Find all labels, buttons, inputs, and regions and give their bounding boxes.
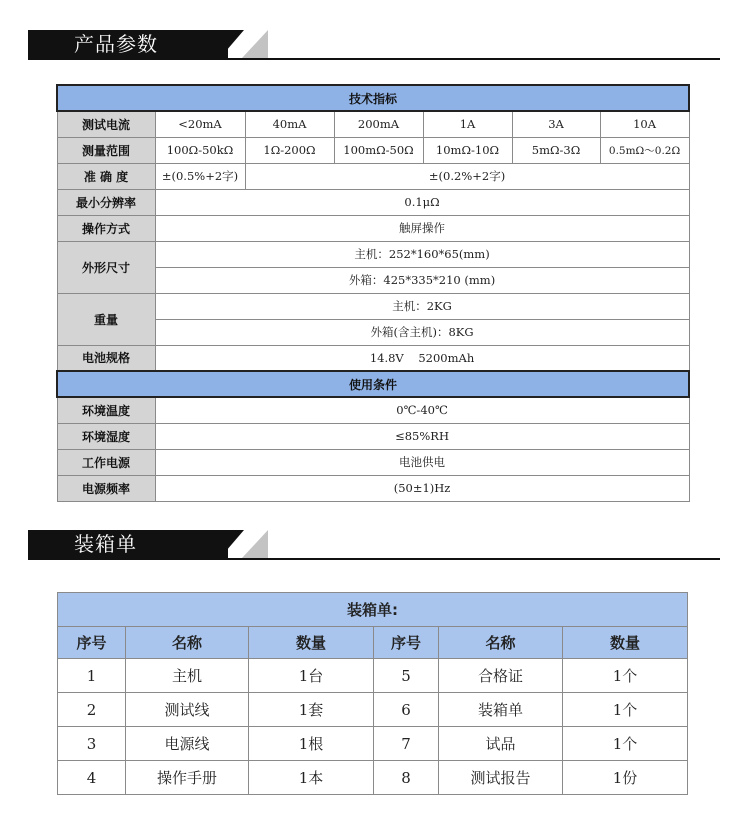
- table-row: [57, 215, 689, 241]
- table-row: [58, 727, 688, 761]
- table-cell: 0℃-40℃: [155, 397, 689, 423]
- table-cell: 0.5mΩ～0.2Ω: [600, 137, 689, 163]
- table-cell: 3: [58, 727, 126, 761]
- table-cell: (50±1)Hz: [155, 475, 689, 501]
- table-row: [57, 241, 689, 267]
- table-cell: 主机: [126, 659, 249, 693]
- header-rule: [28, 558, 720, 560]
- column-header: 序号: [58, 627, 126, 659]
- table-cell: 100Ω-50kΩ: [155, 137, 245, 163]
- table-cell: 6: [374, 693, 439, 727]
- section-title: 装箱单: [74, 532, 137, 556]
- table-row: [58, 659, 688, 693]
- row-label: 准 确 度: [57, 163, 155, 189]
- section-header-product-params: [28, 30, 720, 60]
- table-cell: 10A: [600, 111, 689, 137]
- column-header: 名称: [126, 627, 249, 659]
- table-cell: 0.1μΩ: [155, 189, 689, 215]
- table-row: [57, 293, 689, 319]
- table-cell: 8: [374, 761, 439, 795]
- table-cell: 2: [58, 693, 126, 727]
- table-cell: 1: [58, 659, 126, 693]
- table-cell: 外箱：425*335*210 (mm): [155, 267, 689, 293]
- table-cell: 14.8V 5200mAh: [155, 345, 689, 371]
- table-cell: 试品: [439, 727, 563, 761]
- spec-table: [56, 84, 690, 502]
- table-cell: 3A: [512, 111, 600, 137]
- table-cell: ≤85%RH: [155, 423, 689, 449]
- header-grey-wedge: [242, 30, 268, 58]
- row-label: 外形尺寸: [57, 241, 155, 293]
- table-row: [57, 137, 689, 163]
- header-wedge: [220, 530, 244, 558]
- table-cell: 测试报告: [439, 761, 563, 795]
- table-cell: 主机：2KG: [155, 293, 689, 319]
- packing-table: [57, 592, 688, 795]
- table-cell: 1Ω-200Ω: [245, 137, 334, 163]
- column-header: 名称: [439, 627, 563, 659]
- row-label: 最小分辨率: [57, 189, 155, 215]
- column-header: 数量: [563, 627, 688, 659]
- section-header-packing-list: [28, 530, 720, 560]
- table-cell: 主机：252*160*65(mm): [155, 241, 689, 267]
- row-label: 电池规格: [57, 345, 155, 371]
- row-label: 工作电源: [57, 449, 155, 475]
- table-cell: 操作手册: [126, 761, 249, 795]
- table-cell: 1套: [249, 693, 374, 727]
- header-grey-wedge: [242, 530, 268, 558]
- row-label: 操作方式: [57, 215, 155, 241]
- row-label: 环境温度: [57, 397, 155, 423]
- table-cell: 电池供电: [155, 449, 689, 475]
- table-cell: ±(0.5%+2字): [155, 163, 245, 189]
- table-row: [57, 397, 689, 423]
- table-row: [58, 761, 688, 795]
- table-row: [57, 111, 689, 137]
- table-cell: 1个: [563, 727, 688, 761]
- table-cell: 外箱(含主机)：8KG: [155, 319, 689, 345]
- table-cell: 测试线: [126, 693, 249, 727]
- table-cell: 100mΩ-50Ω: [334, 137, 423, 163]
- table-cell: 合格证: [439, 659, 563, 693]
- tech-header: 技术指标: [57, 85, 689, 111]
- table-cell: 1份: [563, 761, 688, 795]
- table-cell: 4: [58, 761, 126, 795]
- table-cell: 200mA: [334, 111, 423, 137]
- table-cell: <20mA: [155, 111, 245, 137]
- table-header-row: [58, 627, 688, 659]
- table-row: [57, 449, 689, 475]
- packing-title: 装箱单:: [58, 593, 688, 627]
- table-row: [57, 345, 689, 371]
- table-cell: 1本: [249, 761, 374, 795]
- column-header: 序号: [374, 627, 439, 659]
- table-cell: 电源线: [126, 727, 249, 761]
- table-cell: ±(0.2%+2字): [245, 163, 689, 189]
- table-cell: 触屏操作: [155, 215, 689, 241]
- row-label: 重量: [57, 293, 155, 345]
- table-row: [57, 423, 689, 449]
- header-wedge: [220, 30, 244, 58]
- table-row: [57, 371, 689, 397]
- row-label: 测量范围: [57, 137, 155, 163]
- section-title: 产品参数: [74, 32, 158, 56]
- table-cell: 1A: [423, 111, 512, 137]
- table-row: [57, 475, 689, 501]
- table-cell: 装箱单: [439, 693, 563, 727]
- table-row: [58, 593, 688, 627]
- table-cell: 10mΩ-10Ω: [423, 137, 512, 163]
- row-label: 测试电流: [57, 111, 155, 137]
- table-cell: 1根: [249, 727, 374, 761]
- column-header: 数量: [249, 627, 374, 659]
- table-cell: 1个: [563, 659, 688, 693]
- table-cell: 5: [374, 659, 439, 693]
- table-row: [57, 189, 689, 215]
- row-label: 电源频率: [57, 475, 155, 501]
- table-row: [57, 163, 689, 189]
- table-cell: 5mΩ-3Ω: [512, 137, 600, 163]
- table-cell: 40mA: [245, 111, 334, 137]
- row-label: 环境湿度: [57, 423, 155, 449]
- table-cell: 7: [374, 727, 439, 761]
- table-row: [57, 85, 689, 111]
- table-row: [58, 693, 688, 727]
- table-cell: 1个: [563, 693, 688, 727]
- header-rule: [28, 58, 720, 60]
- table-cell: 1台: [249, 659, 374, 693]
- conditions-header: 使用条件: [57, 371, 689, 397]
